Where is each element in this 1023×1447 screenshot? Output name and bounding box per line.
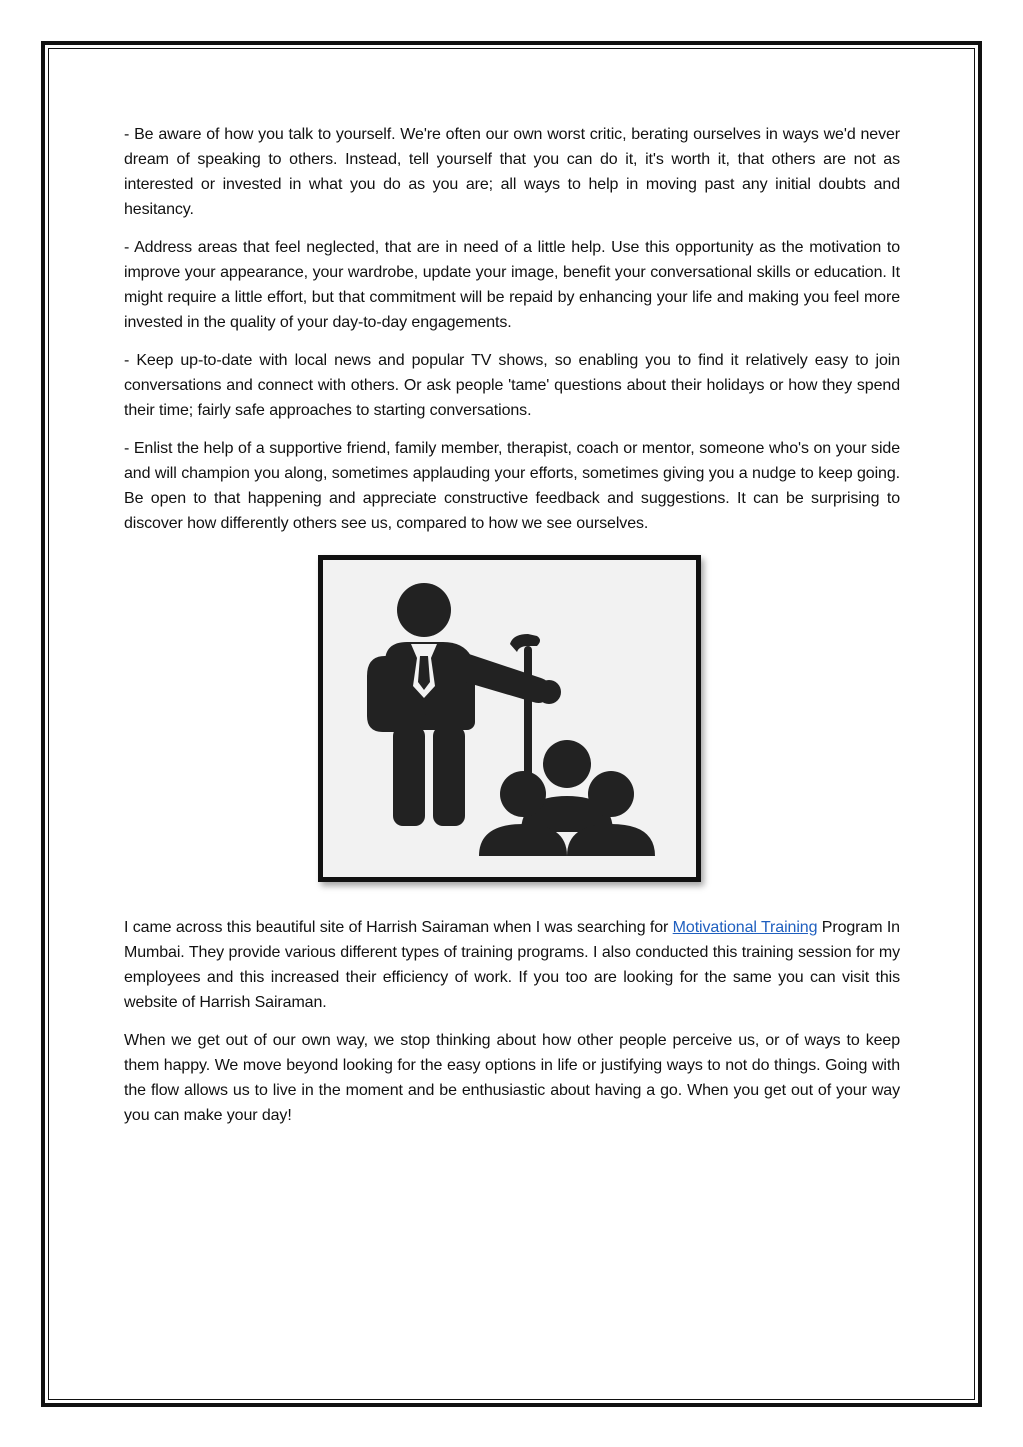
paragraph-closing: When we get out of our own way, we stop thinking about how other people perceive us, or of ways to keep them happy. We move beyond looking for the easy options in life or justifying ways to not do things. Going with the flow allows us to live in the moment and be enthusiastic about having a go. When you get out of your way you can make your day!	[124, 1032, 900, 1124]
document-body	[124, 122, 900, 1141]
paragraph-neglected-areas: - Address areas that feel neglected, that are in need of a little help. Use this opportunity as the motivation to improve your appearance, your wardrobe, update your image, benefit your conversational skills or education. It might require a little effort, but that commitment will be repaid by enhancing your life and making you feel more invested in the quality of your day-to-day engagements.	[124, 239, 900, 331]
presenter-with-pointer-and-audience-icon	[323, 560, 696, 877]
paragraph-local-news: - Keep up-to-date with local news and popular TV shows, so enabling you to find it relatively easy to join conversations and connect with others. Or ask people 'tame' questions about their holidays or how they spend their time; fairly safe approaches to starting conversations.	[124, 352, 900, 419]
paragraph-promo	[124, 915, 900, 1015]
promo-text-after-link: Program In Mumbai. They provide various different types of training programs. I also conducted this training session for my employees and this increased their efficiency of work. If you too are looking for the same you can visit this website of Harrish Sairaman.	[124, 919, 900, 1011]
paragraph-supportive-friend: - Enlist the help of a supportive friend, family member, therapist, coach or mentor, someone who's on your side and will champion you along, sometimes applauding your efforts, sometimes giving you a nudge to keep going. Be open to that happening and appreciate constructive feedback and suggestions. It can be surprising to discover how differently others see us, compared to how we see ourselves.	[124, 440, 900, 532]
paragraph-self-talk: - Be aware of how you talk to yourself. We're often our own worst critic, berating ourselves in ways we'd never dream of speaking to others. Instead, tell yourself that you can do it, it's worth it, that others are not as interested or invested in what you do as you are; all ways to help in moving past any initial doubts and hesitancy.	[124, 126, 900, 218]
figure-container	[124, 555, 900, 895]
promo-text-before-link: I came across this beautiful site of Harrish Sairaman when I was searching for	[124, 919, 673, 936]
motivational-training-link[interactable]: Motivational Training	[672, 919, 818, 936]
presenter-image-frame	[318, 555, 701, 882]
